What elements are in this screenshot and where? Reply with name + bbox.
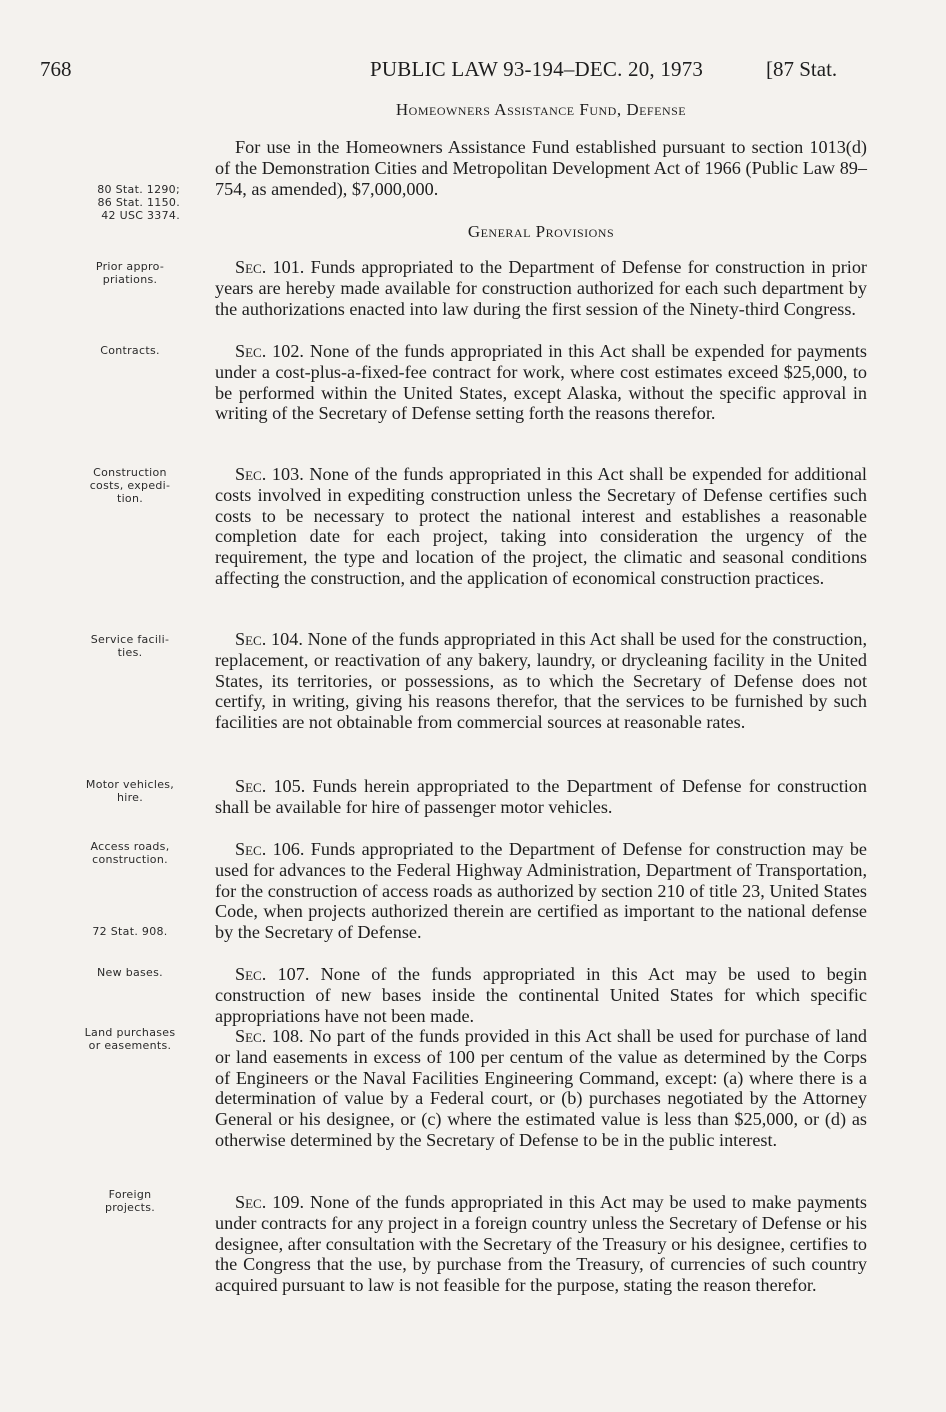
section-102 — [215, 341, 867, 424]
section-text: None of the funds appropriated in this Act may be used to make payments under contracts for any project in a foreign country unless the Secretary of Defense or his designee, after consultation with the Secretary of the Treasury or his designee, certifies to the Congress that the use, by purchase from the Treasury, of currencies of such country acquired pursuant to law is not feasible for the purpose, stating the reason therefor. — [215, 1192, 867, 1296]
section-number: Sec. 108. — [235, 1026, 304, 1046]
section-number: Sec. 106. — [235, 839, 305, 859]
stat-cite: 80 Stat. 1290; — [97, 183, 180, 196]
section-text: Funds appropriated to the Department of Defense for construction in prior years are hereby made available for construction authorized for each such department by the authorizations enacted into law during the first session of the Ninety-third Congress. — [215, 257, 867, 319]
section-107 — [215, 964, 867, 1026]
section-text: None of the funds appropriated in this Act shall be expended for payments under a cost-plus-a-fixed-fee contract for work, where cost estimates exceed $25,000, to be performed within the United States, except Alaska, without the specific approval in writing of the Secretary of Defense setting forth the reasons therefor. — [215, 341, 867, 424]
homeowners-heading: Homeowners Assistance Fund, Defense — [395, 100, 687, 119]
margin-note-access-roads: Access roads, construction. — [90, 840, 170, 866]
section-number: Sec. 109. — [235, 1192, 305, 1212]
margin-note-motor-vehicles: Motor vehicles, hire. — [85, 778, 175, 804]
page-number: 768 — [40, 57, 72, 81]
section-number: Sec. 107. — [235, 964, 310, 984]
margin-note-service-facilities: Service facili- ties. — [90, 633, 170, 659]
section-109 — [215, 1192, 867, 1296]
section-106 — [215, 839, 867, 943]
stat-cite: 42 USC 3374. — [101, 209, 180, 222]
section-text: No part of the funds provided in this Act shall be used for purchase of land or land easements in excess of 100 per centum of the value as determined by the Corps of Engineers or the Naval Facilities Engineering Command, except: (a) where there is a determination of value by a Federal court, or (b) purchases negotiated by the Attorney General or his designee, or (c) where the estimated value is less than $25,000, or (d) as otherwise determined by the Secretary of Defense to be in the public interest. — [215, 1026, 868, 1150]
section-number: Sec. 104. — [235, 629, 303, 649]
section-number: Sec. 103. — [235, 464, 304, 484]
stat-cite: 86 Stat. 1150. — [97, 196, 180, 209]
section-105 — [215, 776, 867, 818]
section-103 — [215, 464, 867, 589]
margin-note-stat-cites — [40, 183, 180, 222]
margin-note-land-purchases: Land purchases or easements. — [84, 1026, 176, 1052]
statute-reference: [87 Stat. — [766, 57, 838, 81]
margin-note-new-bases: New bases. — [97, 966, 163, 979]
margin-note-contracts: Contracts. — [100, 344, 160, 357]
page-header — [0, 57, 946, 85]
homeowners-paragraph: For use in the Homeowners Assistance Fund established pursuant to section 1013(d) of the Demonstration Cities and Metropolitan Development Act of 1966 (Public Law 89–754, as amended), $7,000,000. — [215, 137, 867, 199]
homeowners-section — [215, 137, 867, 199]
margin-note-construction-costs: Construction costs, expedi- tion. — [89, 466, 171, 505]
margin-note-prior-appropriations: Prior appro- priations. — [95, 260, 165, 286]
section-text: None of the funds appropriated in this Act shall be used for the construction, replacement, or reactivation of any bakery, laundry, or drycleaning facility in the United States, its territories, or possessions, as to which the Secretary of Defense does not certify, in writing, giving his reasons therefor, that the services to be furnished by such facilities are not obtainable from commercial sources at reasonable rates. — [215, 629, 867, 733]
section-101 — [215, 257, 867, 319]
section-text: Funds herein appropriated to the Department of Defense for construction shall be available for hire of passenger motor vehicles. — [215, 776, 867, 817]
margin-note-72-stat-908: 72 Stat. 908. — [92, 925, 168, 938]
section-number: Sec. 101. — [235, 257, 305, 277]
running-title: PUBLIC LAW 93-194–DEC. 20, 1973 — [370, 57, 704, 81]
section-text: None of the funds appropriated in this Act may be used to begin construction of new bases inside the continental United States for which specific appropriations have not been made. — [215, 964, 867, 1026]
section-104 — [215, 629, 867, 733]
section-number: Sec. 105. — [235, 776, 306, 796]
margin-note-foreign-projects: Foreign projects. — [104, 1188, 156, 1214]
section-108 — [215, 1026, 867, 1151]
section-text: None of the funds appropriated in this Act shall be expended for additional costs involved in expediting construction unless the Secretary of Defense certifies such costs to be necessary to protect the national interest and establishes a reasonable completion date for each project, taking into consideration the urgency of the requirement, the type and location of the project, the climatic and seasonal conditions affecting the construction, and the application of economical construction practices. — [215, 464, 867, 588]
section-number: Sec. 102. — [235, 341, 304, 361]
general-provisions-heading: General Provisions — [467, 222, 615, 241]
section-text: Funds appropriated to the Department of Defense for construction may be used for advances to the Federal Highway Administration, Department of Transportation, for the construction of access roads as authorized by section 210 of title 23, United States Code, when projects authorized therein are certified as important to the national defense by the Secretary of Defense. — [215, 839, 867, 943]
